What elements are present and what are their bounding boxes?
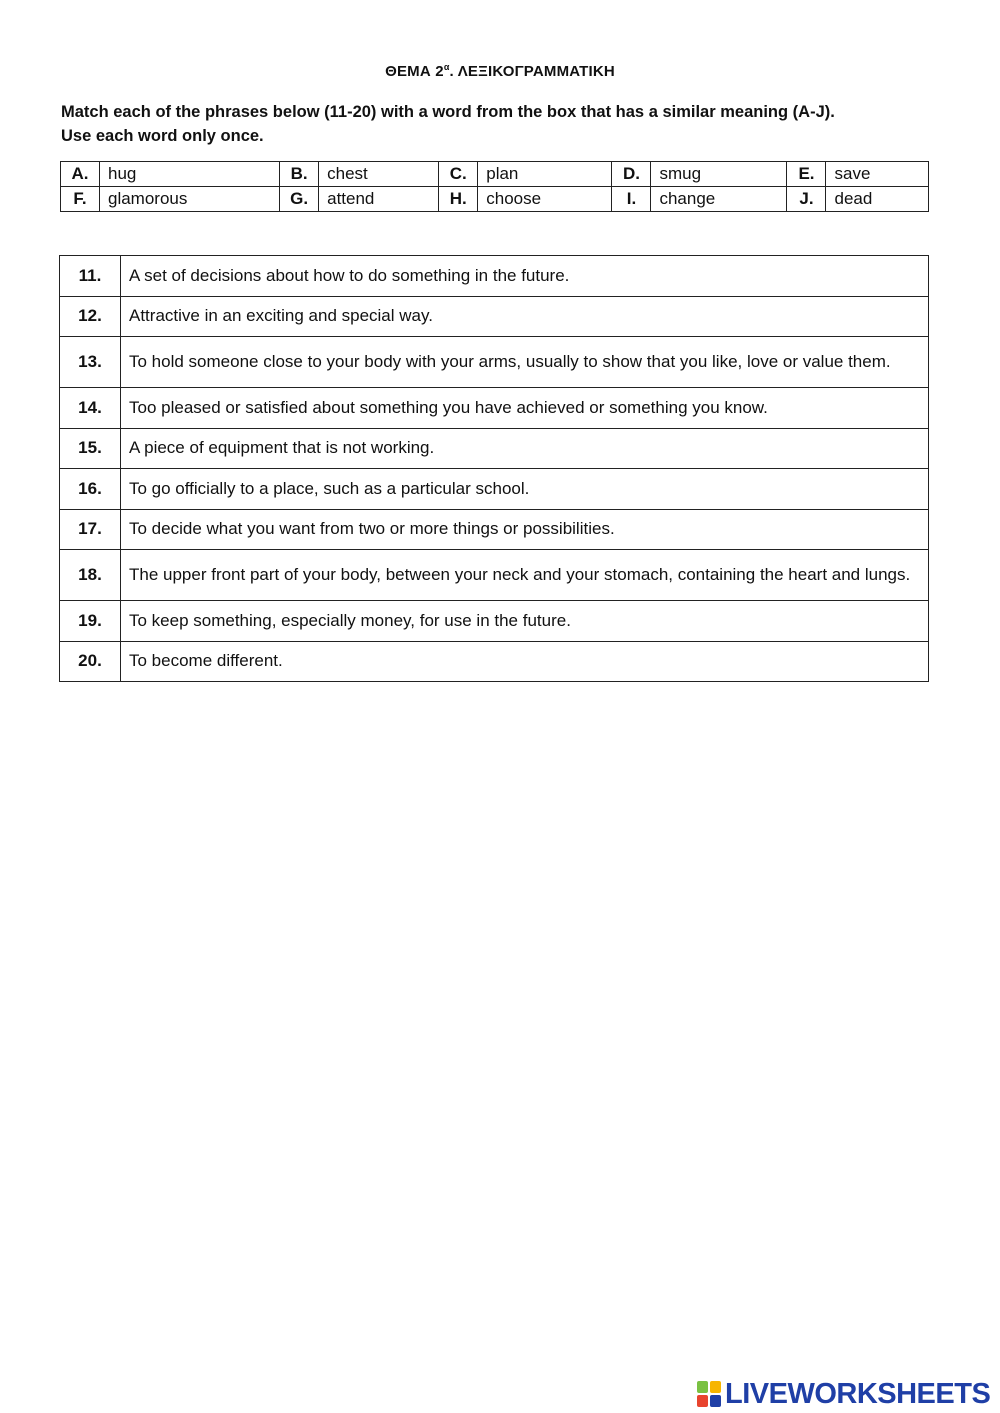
definition-row: [60, 428, 929, 469]
definition-row: [60, 641, 929, 682]
question-number: 13.: [60, 337, 121, 388]
title-superscript: α: [443, 62, 450, 72]
question-number: 20.: [60, 641, 121, 682]
definition-row: [60, 469, 929, 510]
word-letter: G.: [280, 187, 319, 212]
definition-text: To go officially to a place, such as a particular school.: [121, 469, 929, 510]
word-letter: J.: [787, 187, 826, 212]
instructions: [61, 100, 941, 148]
word-letter: I.: [612, 187, 651, 212]
definition-text: The upper front part of your body, between your neck and your stomach, containing the heart and lungs.: [121, 550, 929, 601]
definition-text: To decide what you want from two or more things or possibilities.: [121, 509, 929, 550]
definition-row: [60, 296, 929, 337]
word-option: chest: [319, 162, 439, 187]
word-letter: A.: [61, 162, 100, 187]
question-number: 12.: [60, 296, 121, 337]
word-box-table: [60, 161, 929, 212]
question-number: 18.: [60, 550, 121, 601]
word-letter: E.: [787, 162, 826, 187]
word-option: dead: [826, 187, 929, 212]
definition-row: [60, 550, 929, 601]
word-option: glamorous: [100, 187, 280, 212]
word-option: choose: [478, 187, 612, 212]
definition-row: [60, 601, 929, 642]
definition-text: To hold someone close to your body with your arms, usually to show that you like, love or value them.: [121, 337, 929, 388]
definition-row: [60, 388, 929, 429]
definition-text: Too pleased or satisfied about something you have achieved or something you know.: [121, 388, 929, 429]
page-title: ΘΕΜΑ $2^\alpha$. ΛΕΞΙΚΟΓΡΑΜΜΑΤΙΚΗ: [385, 62, 615, 80]
word-option: plan: [478, 162, 612, 187]
word-option: attend: [319, 187, 439, 212]
question-number: 19.: [60, 601, 121, 642]
definition-row: [60, 256, 929, 297]
question-number: 11.: [60, 256, 121, 297]
definition-row: [60, 509, 929, 550]
word-option: change: [651, 187, 787, 212]
definition-text: A set of decisions about how to do something in the future.: [121, 256, 929, 297]
definition-row: [60, 337, 929, 388]
word-option: save: [826, 162, 929, 187]
word-letter: C.: [439, 162, 478, 187]
question-number: 15.: [60, 428, 121, 469]
liveworksheets-logo-icon: [697, 1381, 721, 1407]
word-option: hug: [100, 162, 280, 187]
word-letter: F.: [61, 187, 100, 212]
question-number: 17.: [60, 509, 121, 550]
question-number: 16.: [60, 469, 121, 510]
definitions-table: [59, 255, 929, 682]
liveworksheets-branding[interactable]: [697, 1378, 990, 1410]
definition-text: To keep something, especially money, for use in the future.: [121, 601, 929, 642]
instructions-line-2: Use each word only once.: [61, 127, 264, 145]
word-letter: D.: [612, 162, 651, 187]
word-letter: H.: [439, 187, 478, 212]
instructions-line-1: Match each of the phrases below (11-20) with a word from the box that has a similar meaning (A-J).: [61, 103, 835, 121]
word-box-row: [61, 187, 929, 212]
question-number: 14.: [60, 388, 121, 429]
definition-text: A piece of equipment that is not working.: [121, 428, 929, 469]
word-letter: B.: [280, 162, 319, 187]
definition-text: Attractive in an exciting and special way.: [121, 296, 929, 337]
word-box-row: [61, 162, 929, 187]
definition-text: To become different.: [121, 641, 929, 682]
word-option: smug: [651, 162, 787, 187]
brand-name: LIVEWORKSHEETS: [725, 1377, 991, 1410]
